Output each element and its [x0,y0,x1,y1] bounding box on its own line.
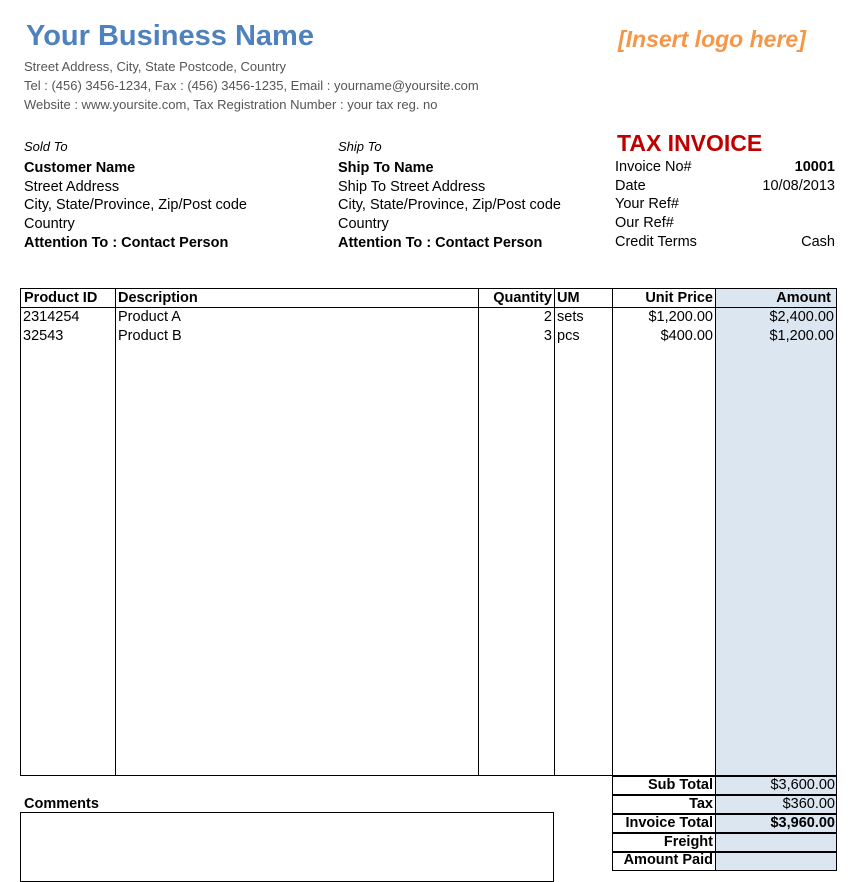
sold-to-block [24,159,247,253]
cell-product-id: 2314254 [23,309,80,325]
invoice-total-value: $3,960.00 [770,815,835,831]
amount-paid-value-box [715,852,837,871]
invoice-date-value: 10/08/2013 [762,177,835,194]
cell-unit-price: $1,200.00 [648,309,713,325]
business-address: Street Address, City, State Postcode, Country [24,59,287,74]
sold-to-city: City, State/Province, Zip/Post code [24,197,247,214]
cell-description: Product A [118,309,181,325]
header-product-id: Product ID [24,290,98,306]
invoice-field-label: Invoice No# [615,159,692,175]
invoice-number-row [615,158,835,177]
cell-description: Product B [118,328,182,344]
freight-label: Freight [663,834,713,850]
invoice-title: TAX INVOICE [617,130,763,156]
amount-paid-label: Amount Paid [623,852,713,868]
cell-amount: $2,400.00 [769,309,834,325]
invoice-field-label: Date [615,177,646,194]
subtotal-value: $3,600.00 [770,777,835,793]
sold-to-country: Country [24,216,75,233]
your-ref-row [615,195,835,214]
our-ref-row [615,214,835,233]
sold-to-name: Customer Name [24,160,136,176]
column-divider [715,288,716,776]
header-description: Description [118,290,198,306]
ship-to-attention: Attention To : Contact Person [338,234,543,251]
ship-to-city: City, State/Province, Zip/Post code [338,197,561,214]
column-divider [478,288,479,776]
ship-to-name: Ship To Name [338,160,434,176]
business-website: Website : www.yoursite.com, Tax Registration Number : your tax reg. no [24,97,438,112]
cell-um: sets [557,309,584,325]
invoice-date-row [615,177,835,196]
column-divider [554,288,555,776]
cell-product-id: 32543 [23,328,64,344]
cell-amount: $1,200.00 [769,328,834,344]
tax-label: Tax [689,796,713,812]
invoice-meta [615,158,835,251]
ship-to-street: Ship To Street Address [338,178,486,195]
business-name: Your Business Name [26,20,314,52]
invoice-field-label: Your Ref# [615,196,679,213]
cell-um: pcs [557,328,580,344]
column-divider [115,288,116,776]
sold-to-street: Street Address [24,178,120,195]
sold-to-label: Sold To [24,139,68,154]
ship-to-block [338,159,561,253]
header-um: UM [557,290,580,306]
invoice-field-label: Our Ref# [615,215,674,232]
sold-to-attention: Attention To : Contact Person [24,234,229,251]
invoice-field-label: Credit Terms [615,233,697,250]
ship-to-country: Country [338,216,389,233]
freight-value-box [715,833,837,852]
cell-quantity: 3 [543,328,552,344]
header-amount: Amount [776,290,831,306]
logo-placeholder: [Insert logo here] [618,26,806,52]
column-divider [612,288,613,776]
invoice-total-label: Invoice Total [625,815,713,831]
ship-to-label: Ship To [338,139,382,154]
invoice-number-value: 10001 [794,159,835,175]
cell-unit-price: $400.00 [660,328,713,344]
subtotal-label: Sub Total [648,777,713,793]
tax-value: $360.00 [782,796,835,812]
header-quantity: Quantity [493,290,552,306]
header-unit-price: Unit Price [645,290,713,306]
credit-terms-value: Cash [801,233,835,250]
credit-terms-row [615,233,835,252]
cell-quantity: 2 [543,309,552,325]
comments-label: Comments [24,796,99,812]
business-contact: Tel : (456) 3456-1234, Fax : (456) 3456-1235, Email : yourname@yoursite.com [24,78,479,93]
